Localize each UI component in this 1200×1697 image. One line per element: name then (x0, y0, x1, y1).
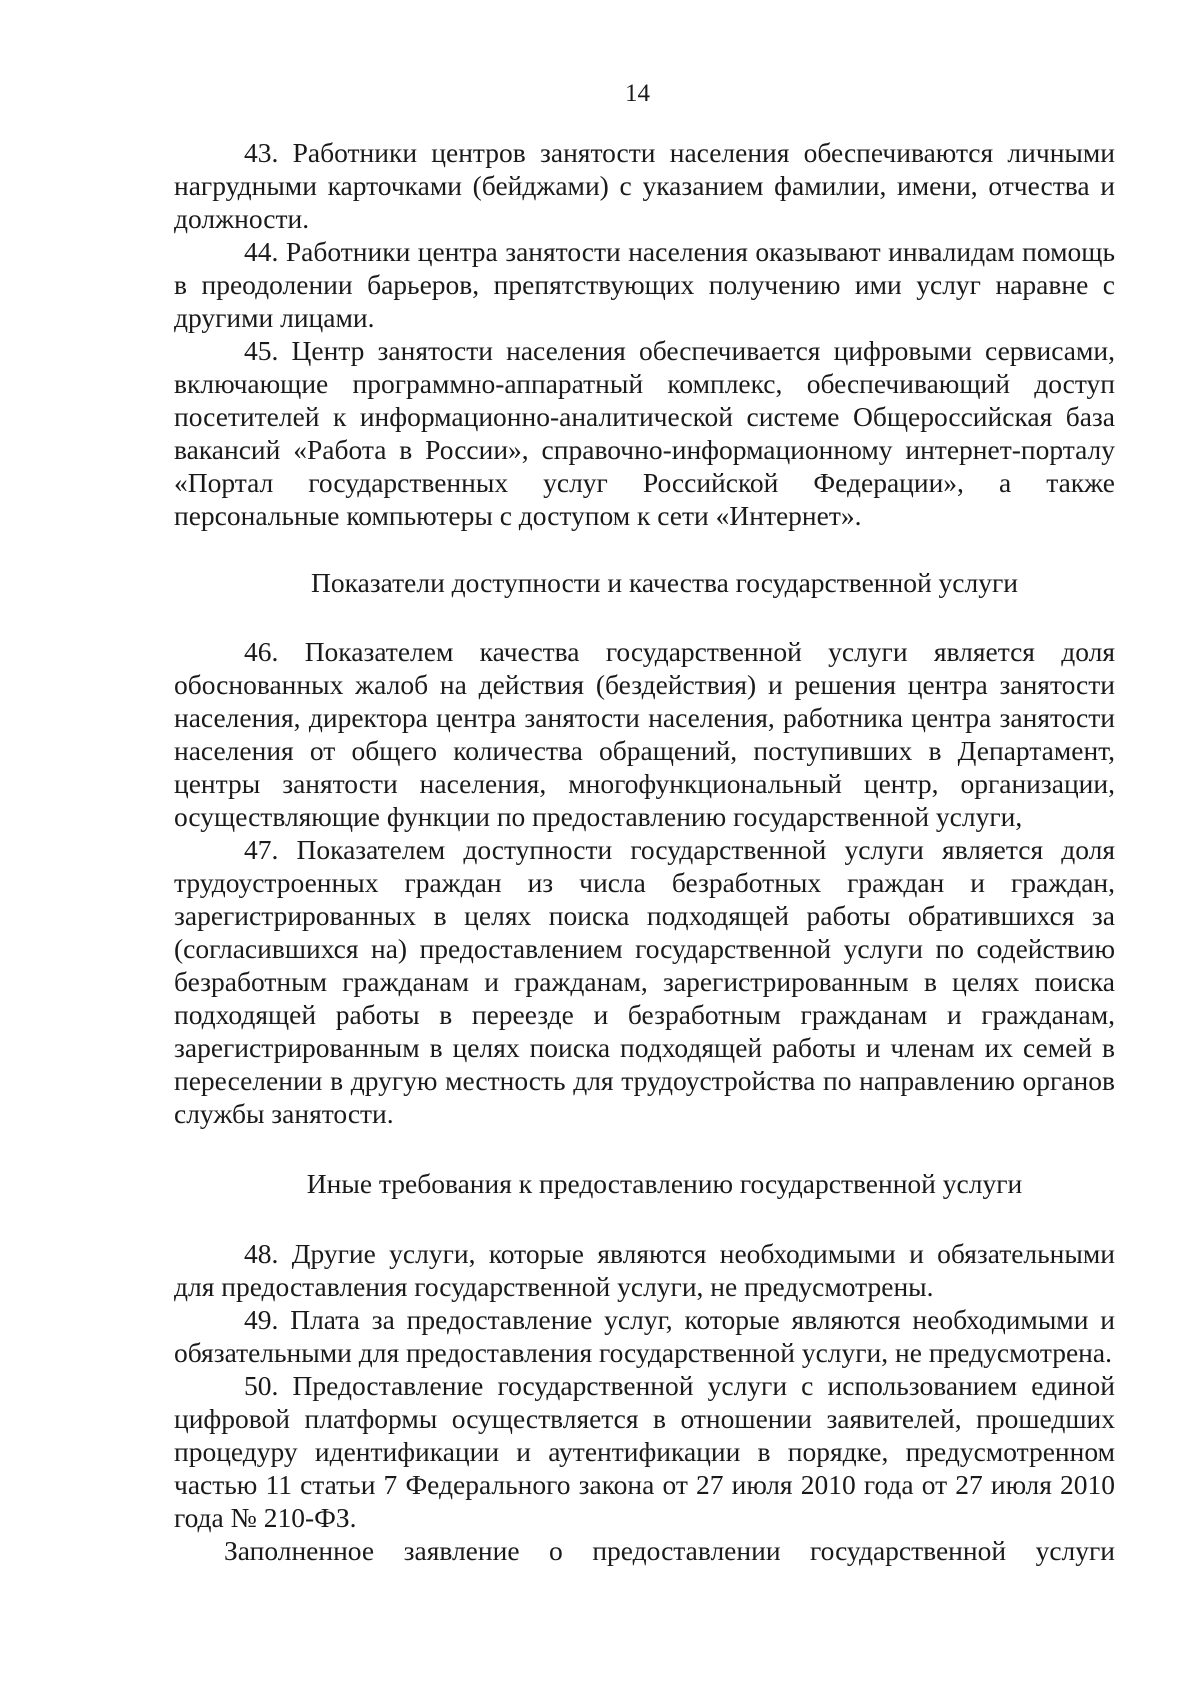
paragraph-46: 46. Показателем качества государственной услуги является доля обоснованных жалоб на действия (бездействия) и решения центра занятости населения, директора центра занятости населения, работника центра занятости населения от общего количества обращений, поступивших в Департамент, центры занятости населения, многофункциональный центр, организации, осуществляющие функции по предоставлению государственной услуги, (174, 636, 1115, 832)
paragraph-50: 50. Предоставление государственной услуги с использованием единой цифровой платформы осуществляется в отношении заявителей, прошедших процедуру идентификации и аутентификации в порядке, предусмотренном частью 11 статьи 7 Федерального закона от 27 июля 2010 года от 27 июля 2010 года № 210-ФЗ. (174, 1370, 1115, 1533)
paragraph-45: 45. Центр занятости населения обеспечивается цифровыми сервисами, включающие программно-аппаратный комплекс, обеспечивающий доступ посетителей к информационно-аналитической системе Общероссийская база вакансий «Работа в России», справочно-информационному интернет-порталу «Портал государственных услуг Российской Федерации», а также персональные компьютеры с доступом к сети «Интернет». (174, 335, 1115, 531)
paragraph-44: 44. Работники центра занятости населения оказывают инвалидам помощь в преодолении барьеров, препятствующих получению ими услуг наравне с другими лицами. (174, 236, 1115, 333)
paragraph-48: 48. Другие услуги, которые являются необходимыми и обязательными для предоставления государственной услуги, не предусмотрены. (174, 1238, 1115, 1302)
paragraph-47: 47. Показателем доступности государственной услуги является доля трудоустроенных граждан из числа безработных граждан и граждан, зарегистрированных в целях поиска подходящей работы обратившихся за (согласившихся на) предоставлением государственной услуги по содействию безработным гражданам и гражданам, зарегистрированным в целях поиска подходящей работы в переезде и безработным гражданам и гражданам, зарегистрированным в целях поиска подходящей работы и членам их семей в переселении в другую местность для трудоустройства по направлению органов службы занятости. (174, 834, 1115, 1129)
section-heading-other-requirements: Иные требования к предоставлению государственной услуги (306, 1168, 1023, 1199)
paragraph-continuation: Заполненное заявление о предоставлении государственной услуги (224, 1535, 1115, 1566)
section-heading-availability-quality: Показатели доступности и качества государственной услуги (311, 567, 1018, 598)
paragraph-43: 43. Работники центров занятости населения обеспечиваются личными нагрудными карточками (бейджами) с указанием фамилии, имени, отчества и должности. (174, 137, 1115, 234)
document-body (174, 136, 1115, 1567)
paragraph-49: 49. Плата за предоставление услуг, которые являются необходимыми и обязательными для предоставления государственной услуги, не предусмотрена. (174, 1304, 1115, 1368)
page-number: 14 (625, 80, 650, 107)
